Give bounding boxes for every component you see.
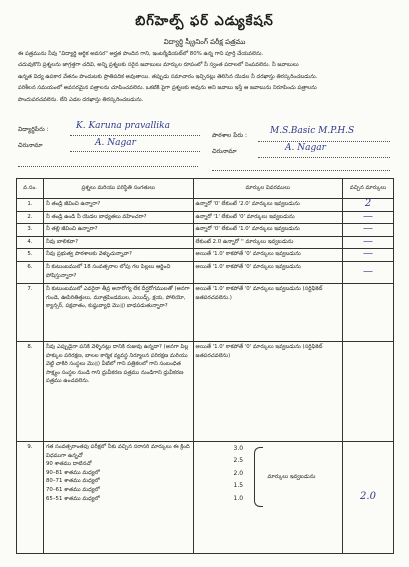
score-value: 2.5 xyxy=(233,457,244,465)
row-marks-value: — xyxy=(363,265,373,277)
row-marks-value: — xyxy=(363,223,373,235)
score-value: 1.0 xyxy=(233,494,244,502)
form-title: బిగ్‌హెల్ప్ ఫర్ ఎడ్యుకేషన్ xyxy=(135,14,274,29)
row-scoring: ఉన్నారో '0' లేకుంటే '2.0' మార్కులు ఇవ్వబడును xyxy=(193,199,343,212)
row-marks-value: 2 xyxy=(364,198,372,209)
row-marks-value: — xyxy=(363,236,373,247)
score-band: 90 శాతము దాటినచో xyxy=(46,461,92,468)
row-serial: 8. xyxy=(17,341,44,441)
row-serial: 1. xyxy=(17,199,44,212)
school-address-line xyxy=(258,157,390,158)
instructions-paragraph xyxy=(18,49,398,106)
row-question: నీవు బాలికవా? xyxy=(44,236,194,249)
row-marks-value: — xyxy=(363,211,373,222)
form-subtitle: విద్యార్థి స్క్రీనింగ్ పరీక్ష పత్రము xyxy=(163,38,246,46)
school-name-line xyxy=(258,141,390,142)
row-serial: 2. xyxy=(17,211,44,224)
student-name-line xyxy=(70,135,200,136)
instruction-line: పరిశీలన సమయంలో అవసరమైన పత్రాలను చూపించవలెను. ఒకటికి పైగా ప్రశ్నలకు అవును అని జవాబు ఇస్తే ఆ జవాబును నిరూపించు పత్రాలను xyxy=(18,85,317,92)
row-scoring xyxy=(193,441,343,553)
grade-question-text: గత సంవత్సరాంతపు పరీక్షలో నీకు వచ్చిన సరాసరి మార్కులు ఈ క్రింది విధముగా ఉన్నచో xyxy=(46,443,190,459)
extra-school-line xyxy=(212,170,390,171)
row-scoring: అయితే '1.0' కాకపోతే '0' మార్కులు ఇవ్వబడును xyxy=(193,261,343,283)
score-values xyxy=(234,443,244,506)
school-address-label: చిరునామా xyxy=(212,148,237,155)
serial-header: వ.సం. xyxy=(17,179,44,199)
school-name-value[interactable]: M.S.Basic M.P.H.S xyxy=(270,126,355,136)
instruction-line: పొందుపరచవలెను. లేని ఎడల దరఖాస్తు తిరస్కరించబడును. xyxy=(18,96,144,103)
row-serial: 6. xyxy=(17,261,44,283)
row-question: నీవు ఎప్పుడైనా పనికి వెళ్ళినట్లు దానికి రుజువు ఉన్నదా? (అనగా పిల్ల హక్కుల పరిరక్షణ, బాలల కార్మిక వ్యవస్థ నిర్మూలన పరిరక్షణ మరియు వెట్టి చాకిరి సంస్థలు మొ॥) వీటిలో గాని పత్రికలలో గాని సంబంధిత సాక్ష్యం సంస్థల నుండి గాని ధ్రువీకరణ పత్రము నుండిగాని ధ్రువీకరణ పత్రము ఉంచవలెను. xyxy=(44,341,194,441)
score-band: 65–51 శాతము మధ్యలో xyxy=(46,495,100,502)
score-band: 80–71 శాతము మధ్యలో xyxy=(46,478,100,485)
table-row xyxy=(17,441,394,553)
student-name-value[interactable]: K. Karuna pravallika xyxy=(76,121,170,131)
row-marks-cell[interactable] xyxy=(343,199,394,212)
row-scoring: అయితే '1.0' కాకపోతే '0' మార్కులు ఇవ్వబడును xyxy=(193,249,343,262)
row-question: నీ తండ్రి ఉండి నీ యెడల బాధ్యతలు వహించరా? xyxy=(44,211,194,224)
score-note: మార్కులు ఇవ్వబడును xyxy=(267,473,316,480)
student-address-line xyxy=(70,151,200,152)
student-name-label: విద్యార్థిపేరు : xyxy=(18,126,49,133)
row-serial: 5. xyxy=(17,249,44,262)
score-band: 90–81 శాతము మధ్యలో xyxy=(46,469,100,476)
row-serial: 3. xyxy=(17,224,44,237)
row-marks-cell[interactable] xyxy=(343,211,394,224)
table-row xyxy=(17,249,394,262)
row-marks-cell[interactable] xyxy=(343,261,394,283)
row-marks-cell[interactable] xyxy=(343,249,394,262)
question-header: ప్రశ్నలు మరియు పరిస్థితి సంగతులు xyxy=(44,179,194,199)
table-row xyxy=(17,341,394,441)
table-header-row xyxy=(17,179,394,199)
row-question: నీవు ప్రభుత్వ పాఠశాలకు వెళ్ళుచున్నావా? xyxy=(44,249,194,262)
row-marks-value: — xyxy=(363,248,373,260)
row-serial: 4. xyxy=(17,236,44,249)
student-address-label: చిరునామా xyxy=(18,142,43,149)
row-scoring: అయితే '1.0' కాకపోతే '0' మార్కులు ఇవ్వబడును (సర్టిఫికెట్ జతపరచవలెను.) xyxy=(193,283,343,341)
row-scoring: ఉన్నారో '1' లేకుంటే '0' మార్కులు ఇవ్వబడును xyxy=(193,211,343,224)
row-scoring: అయితే '1.0' కాకపోతే '0' మార్కులు ఇవ్వబడును (సర్టిఫికెట్ జతపరచవలెను) xyxy=(193,341,343,441)
row-question: నీ కుటుంబములో ఎవరైనా తీవ్ర అనారోగ్య లేక దీర్ఘరోగములతో (అనగా గుండె, ఊపిరితిత్తులు, మూత్రపిండముల, ఎయిడ్స్, క్షయ, పోలియో, క్యాన్సర్, పక్షవాతం, కుష్ఠువ్యాధి మొ॥) బాధపడుతున్నారా? xyxy=(44,283,194,341)
row-question: నీ తండ్రి జీవించి ఉన్నారా? xyxy=(44,199,194,212)
score-band: 70–61 శాతము మధ్యలో xyxy=(46,486,100,493)
row-marks-cell[interactable] xyxy=(343,283,394,341)
instruction-line: ఉన్నత విద్య ఉపకార వేతనం పొందుటకు ప్రాతిపదిక అవుతాయి. తప్పుడు సమాచారం ఇచ్చినట్లు తెలిసిన యెడల నీ దరఖాస్తు తిరస్కరించబడును. xyxy=(18,73,318,80)
row-marks-value: 2.0 xyxy=(360,490,376,502)
table-row xyxy=(17,224,394,237)
row-serial: 7. xyxy=(17,283,44,341)
table-row xyxy=(17,261,394,283)
row-question: నీ తల్లి జీవించి ఉన్నారా? xyxy=(44,224,194,237)
school-name-label: పాఠశాల పేరు : xyxy=(212,132,248,139)
extra-address-line xyxy=(18,166,198,167)
table-row xyxy=(17,211,394,224)
table-row xyxy=(17,236,394,249)
row-marks-cell[interactable] xyxy=(343,441,394,553)
row-marks-cell[interactable] xyxy=(343,224,394,237)
brace-shape xyxy=(254,447,263,507)
scoring-header: మార్కుల వివరములు xyxy=(193,179,343,199)
screening-table xyxy=(16,178,394,554)
score-value: 2.0 xyxy=(233,469,244,477)
instruction-line: ఈ పత్రమును నీవు "విద్యార్థి ఆర్థిక అవసర" అర్హత పొందిన గాని, ఇంటర్మీడియట్‌లో 80% ఉన్న గాని పూర్తి చేయవలెను. xyxy=(18,51,264,57)
instruction-line: చదువుకొని ప్రశ్నలను జాగ్రత్తగా చదివి, అన్ని ప్రశ్నలకు సరైన జవాబులు మార్కుల రూపంలో నీ స్వంత పదాలలో నింపవలెను. నీ జవాబులు xyxy=(18,62,299,69)
marks-header: వచ్చిన మార్కులు xyxy=(343,179,394,199)
table-row xyxy=(17,199,394,212)
score-value: 3.0 xyxy=(233,444,244,452)
score-value: 1.5 xyxy=(233,482,244,490)
table-row xyxy=(17,283,394,341)
row-scoring: ఉన్నారో '0' లేకుంటే '1.0' మార్కులు ఇవ్వబడును xyxy=(193,224,343,237)
row-marks-cell[interactable] xyxy=(343,341,394,441)
score-scale xyxy=(196,443,341,521)
row-scoring: లేకుంటే 2.0 ఉన్నారో '' మార్కులు ఇవ్వబడును xyxy=(193,236,343,249)
row-question xyxy=(44,441,194,553)
row-marks-cell[interactable] xyxy=(343,236,394,249)
student-address-value[interactable]: A. Nagar xyxy=(95,138,136,148)
school-address-value[interactable]: A. Nagar xyxy=(285,143,326,153)
row-question: నీ కుటుంబములో 18 సంవత్సరాల లోపు గల పిల్లలు ఆర్జించి పోషిస్తున్నారా? xyxy=(44,261,194,283)
row-serial: 9. xyxy=(17,441,44,553)
